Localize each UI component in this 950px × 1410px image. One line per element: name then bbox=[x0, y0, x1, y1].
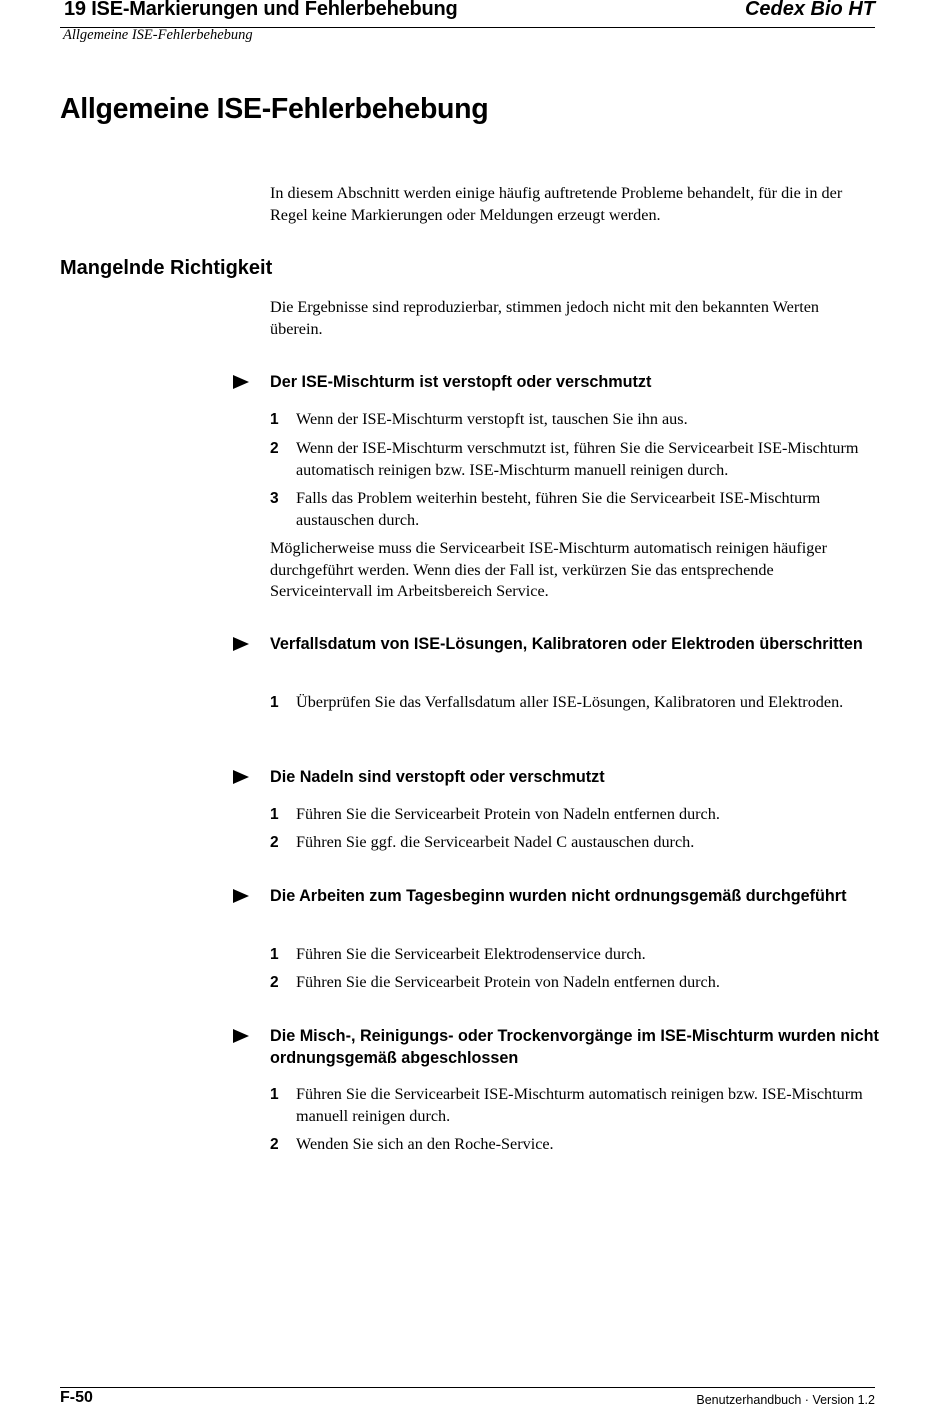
step-number: 2 bbox=[270, 1136, 279, 1153]
product-name: Cedex Bio HT bbox=[744, 0, 875, 20]
step-text: Wenden Sie sich an den Roche-Service. bbox=[296, 1135, 554, 1153]
condition-title: Die Nadeln sind verstopft oder verschmutzt bbox=[270, 768, 605, 786]
condition-title: Der ISE-Mischturm ist verstopft oder verschmutzt bbox=[270, 373, 652, 391]
step-number: 2 bbox=[270, 834, 279, 851]
page-title: Allgemeine ISE-Fehlerbehebung bbox=[60, 93, 489, 125]
step-number: 1 bbox=[270, 1086, 279, 1103]
step-text: Führen Sie die Servicearbeit Protein von Nadeln entfernen durch. bbox=[296, 805, 720, 823]
section-title: Mangelnde Richtigkeit bbox=[60, 257, 273, 279]
section-description: Die Ergebnisse sind reproduzierbar, stimmen jedoch nicht mit den bekannten Werten überein. bbox=[270, 298, 820, 338]
triangle-arrow-icon bbox=[233, 889, 249, 903]
manual-version: Benutzerhandbuch · Version 1.2 bbox=[696, 1393, 875, 1407]
condition-title: Die Arbeiten zum Tagesbeginn wurden nicht ordnungsgemäß durchgeführt bbox=[270, 887, 847, 905]
step-text: Wenn der ISE-Mischturm verschmutzt ist, führen Sie die Servicearbeit ISE-Mischturm automatisch reinigen bzw. ISE-Mischturm manuell reinigen durch. bbox=[296, 439, 859, 479]
condition-note: Möglicherweise muss die Servicearbeit ISE-Mischturm automatisch reinigen häufiger durchgeführt werden. Wenn dies der Fall ist, verkürzen Sie das entsprechende Serviceintervall im Arbeitsbereich Service. bbox=[270, 539, 827, 600]
step-number: 1 bbox=[270, 946, 279, 963]
step-text: Überprüfen Sie das Verfallsdatum aller ISE-Lösungen, Kalibratoren und Elektroden. bbox=[296, 693, 844, 711]
chapter-title: 19 ISE-Markierungen und Fehlerbehebung bbox=[64, 0, 458, 20]
triangle-arrow-icon bbox=[233, 1029, 249, 1043]
step-text: Führen Sie ggf. die Servicearbeit Nadel C austauschen durch. bbox=[296, 833, 695, 851]
step-text: Führen Sie die Servicearbeit Protein von Nadeln entfernen durch. bbox=[296, 973, 720, 991]
step-text: Wenn der ISE-Mischturm verstopft ist, tauschen Sie ihn aus. bbox=[296, 410, 688, 428]
step-number: 1 bbox=[270, 694, 279, 711]
step-text: Führen Sie die Servicearbeit Elektrodenservice durch. bbox=[296, 945, 646, 963]
step-text: Führen Sie die Servicearbeit ISE-Mischturm automatisch reinigen bzw. ISE-Mischturm manuell reinigen durch. bbox=[296, 1085, 863, 1125]
step-text: Falls das Problem weiterhin besteht, führen Sie die Servicearbeit ISE-Mischturm austauschen durch. bbox=[296, 489, 821, 529]
header-subtitle: Allgemeine ISE-Fehlerbehebung bbox=[63, 27, 253, 43]
step-number: 2 bbox=[270, 974, 279, 991]
condition-title: Die Misch-, Reinigungs- oder Trockenvorgänge im ISE-Mischturm wurden nicht ordnungsgemäß abgeschlossen bbox=[270, 1027, 879, 1067]
condition-title: Verfallsdatum von ISE-Lösungen, Kalibratoren oder Elektroden überschritten bbox=[270, 635, 863, 653]
step-number: 1 bbox=[270, 806, 279, 823]
triangle-arrow-icon bbox=[233, 770, 249, 784]
page-number: F-50 bbox=[60, 1389, 93, 1406]
step-number: 2 bbox=[270, 440, 279, 457]
triangle-arrow-icon bbox=[233, 375, 249, 389]
page-footer bbox=[60, 1387, 875, 1410]
page-header bbox=[60, 0, 875, 28]
step-number: 1 bbox=[270, 411, 279, 428]
triangle-arrow-icon bbox=[233, 637, 249, 651]
intro-paragraph: In diesem Abschnitt werden einige häufig auftretende Probleme behandelt, für die in der Regel keine Markierungen oder Meldungen erzeugt werden. bbox=[270, 184, 843, 224]
step-number: 3 bbox=[270, 490, 279, 507]
